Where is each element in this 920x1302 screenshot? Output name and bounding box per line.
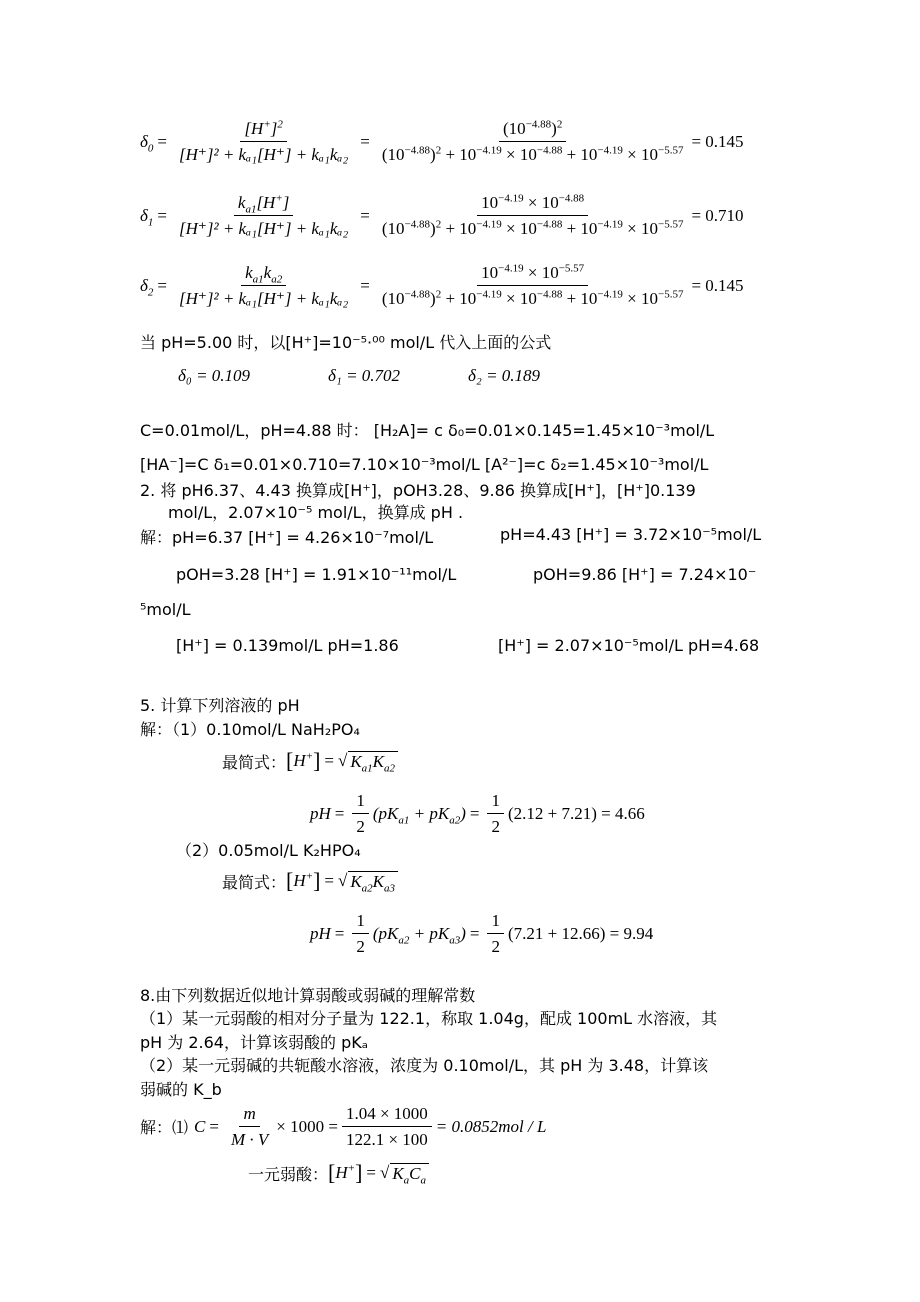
- delta1-symbolic-fraction: [175, 192, 352, 240]
- q8-2a: （2）某一元弱碱的共轭酸水溶液，浓度为 0.10mol/L，其 pH 为 3.48，计算该: [140, 1056, 709, 1075]
- q5-sol1: 解：（1）0.10mol/L NaH₂PO₄: [140, 720, 360, 739]
- ph-eq2: pH = $\frac{1}{2}$ $(pK_{a2} + pK_{a3})$ = $\frac{1}{2}$ (7.21 + 12.66) = 9.94: [310, 911, 654, 957]
- sol8-frac1: $\frac{m}{M \cdot V}$: [230, 1104, 269, 1150]
- q5-title: 5. 计算下列溶液的 pH: [140, 696, 300, 715]
- equation-delta2: $\delta_2$ = $\frac{k_{a1}k_{a2}}{\text{[H⁺]² + kₐ₁[H⁺] + kₐ₁kₐ₂}}$ = $\frac{10^{-4.19} \times 10^{-5.57}}{(10^{-4.88})^2 + 10^{-4.19} \times 10^{-4.88} + 10^{-4.19} \times 10^{-5.57}}$ = 0.145: [140, 262, 744, 309]
- delta0-result: = 0.145: [691, 131, 744, 151]
- delta2-value: δ₂ = 0.189: [468, 366, 541, 385]
- sol8-mid: × 1000 =: [276, 1116, 338, 1136]
- delta1-sym-denominator: [H⁺]² + kₐ₁[H⁺] + kₐ₁kₐ₂: [179, 219, 349, 239]
- delta1-num-numerator: $10^{-4.19} \times 10^{-4.88}$: [477, 192, 588, 216]
- delta0-num-numerator: $(10^{-4.88})^2$: [499, 118, 566, 142]
- line-ha: [HA⁻]=C δ₁=0.01×0.710=7.10×10⁻³mol/L [A²⁻]=c δ₂=1.45×10⁻³mol/L: [140, 455, 709, 474]
- delta2-numeric-fraction: [378, 262, 688, 310]
- delta2-num-denominator: $(10^{-4.88})^2 + 10^{-4.19} \times 10^{-4.88} + 10^{-4.19} \times 10^{-5.57}$: [381, 288, 684, 309]
- simplest2-label: 最简式：: [222, 872, 287, 892]
- sol8-frac2: $\frac{1.04 \times 1000}{122.1 \times 100}$: [342, 1103, 432, 1151]
- ph-eq1: pH = $\frac{1}{2}$ $(pK_{a1} + pK_{a2})$ = $\frac{1}{2}$ (2.12 + 7.21) = 4.66: [310, 791, 645, 837]
- weak-acid-label: 一元弱酸：: [248, 1164, 329, 1184]
- delta0-symbol: $\delta_0$: [140, 131, 154, 155]
- weak-acid-eq: 一元弱酸： [ H+ ] = √ $K_aC_a$: [248, 1160, 429, 1186]
- delta0-sym-numerator: $[H^+]^2$: [240, 118, 286, 142]
- simplest-eq2: 最简式： [ H+ ] = √ $K_{a2}K_{a3}$: [222, 868, 398, 894]
- delta2-sym-denominator: [H⁺]² + kₐ₁[H⁺] + kₐ₁kₐ₂: [179, 289, 349, 309]
- delta2-symbol: $\delta_2$: [140, 275, 154, 299]
- line-ph5: 当 pH=5.00 时，以[H⁺]=10⁻⁵·⁰⁰ mol/L 代入上面的公式: [140, 333, 552, 352]
- simplest1-label: 最简式：: [222, 752, 287, 772]
- delta2-sym-numerator: $k_{a1}k_{a2}$: [241, 262, 286, 286]
- q8-title: 8.由下列数据近似地计算弱酸或弱碱的理解常数: [140, 986, 476, 1005]
- delta1-num-denominator: $(10^{-4.88})^2 + 10^{-4.19} \times 10^{-4.88} + 10^{-4.19} \times 10^{-5.57}$: [381, 218, 684, 239]
- delta1-value: δ₁ = 0.702: [328, 366, 401, 385]
- sol8-result: = 0.0852mol / L: [435, 1116, 547, 1136]
- q5-sol2: （2）0.05mol/L K₂HPO₄: [176, 841, 361, 860]
- q8-2b: 弱碱的 K_b: [140, 1080, 222, 1099]
- sol-poh986-cont: ⁵mol/L: [140, 600, 191, 619]
- sol-ph637: 解：pH=6.37 [H⁺] = 4.26×10⁻⁷mol/L: [140, 528, 434, 547]
- ph-eq2-result: (7.21 + 12.66) = 9.94: [507, 923, 654, 943]
- sol-poh328: pOH=3.28 [H⁺] = 1.91×10⁻¹¹mol/L: [176, 565, 457, 584]
- sol8-equation: 解：⑴ C = $\frac{m}{M \cdot V}$ × 1000 = $\frac{1.04 \times 1000}{122.1 \times 100}$ = 0.0852mol / L: [140, 1104, 547, 1150]
- q8-1b: pH 为 2.64，计算该弱酸的 pKₐ: [140, 1033, 368, 1052]
- delta1-numeric-fraction: [378, 192, 688, 240]
- delta2-result: = 0.145: [691, 275, 744, 295]
- delta2-num-numerator: $10^{-4.19} \times 10^{-5.57}$: [477, 262, 588, 286]
- sol-h207: [H⁺] = 2.07×10⁻⁵mol/L pH=4.68: [498, 636, 760, 655]
- sol-ph443: pH=4.43 [H⁺] = 3.72×10⁻⁵mol/L: [500, 525, 762, 544]
- delta0-num-denominator: $(10^{-4.88})^2 + 10^{-4.19} \times 10^{-4.88} + 10^{-4.19} \times 10^{-5.57}$: [381, 144, 684, 165]
- ph-eq1-result: (2.12 + 7.21) = 4.66: [507, 803, 645, 823]
- equation-delta1: $\delta_1$ = $\frac{k_{a1}[H^+]}{\text{[H⁺]² + kₐ₁[H⁺] + kₐ₁kₐ₂}}$ = $\frac{10^{-4.19} \times 10^{-4.88}}{(10^{-4.88})^2 + 10^{-4.19} \times 10^{-4.88} + 10^{-4.19} \times 10^{-5.57}}$ = 0.710: [140, 192, 744, 239]
- equation-delta0: $\delta_0$ = $\frac{[H^+]^2}{\text{[H⁺]² + kₐ₁[H⁺] + kₐ₁kₐ₂}}$ = $\frac{(10^{-4.88})^2}{(10^{-4.88})^2 + 10^{-4.19} \times 10^{-4.88} + 10^{-4.19} \times 10^{-5.57}}$ = 0.145: [140, 118, 744, 165]
- sol-h0139: [H⁺] = 0.139mol/L pH=1.86: [176, 636, 399, 655]
- delta1-result: = 0.710: [691, 205, 744, 225]
- q2-line1: 2. 将 pH6.37、4.43 换算成[H⁺]，pOH3.28、9.86 换算成[H⁺]，[H⁺]0.139: [140, 481, 696, 500]
- delta2-symbolic-fraction: [175, 262, 352, 310]
- sol-poh986: pOH=9.86 [H⁺] = 7.24×10⁻: [533, 565, 757, 584]
- delta0-numeric-fraction: [378, 118, 688, 166]
- delta1-sym-numerator: $k_{a1}[H^+]$: [234, 192, 294, 216]
- q8-1a: （1）某一元弱酸的相对分子量为 122.1，称取 1.04g，配成 100mL 水溶液，其: [140, 1009, 718, 1028]
- delta0-value: δ₀ = 0.109: [178, 366, 251, 385]
- q2-line2: mol/L，2.07×10⁻⁵ mol/L，换算成 pH .: [168, 503, 464, 522]
- sol8-prefix: 解：⑴: [140, 1118, 189, 1138]
- delta0-sym-denominator: [H⁺]² + kₐ₁[H⁺] + kₐ₁kₐ₂: [179, 145, 349, 165]
- delta0-symbolic-fraction: [175, 118, 352, 166]
- simplest-eq1: 最简式： [ H+ ] = √ $K_{a1}K_{a2}$: [222, 748, 398, 774]
- delta1-symbol: $\delta_1$: [140, 205, 154, 229]
- line-c: C=0.01mol/L，pH=4.88 时： [H₂A]= c δ₀=0.01×0.145=1.45×10⁻³mol/L: [140, 421, 715, 440]
